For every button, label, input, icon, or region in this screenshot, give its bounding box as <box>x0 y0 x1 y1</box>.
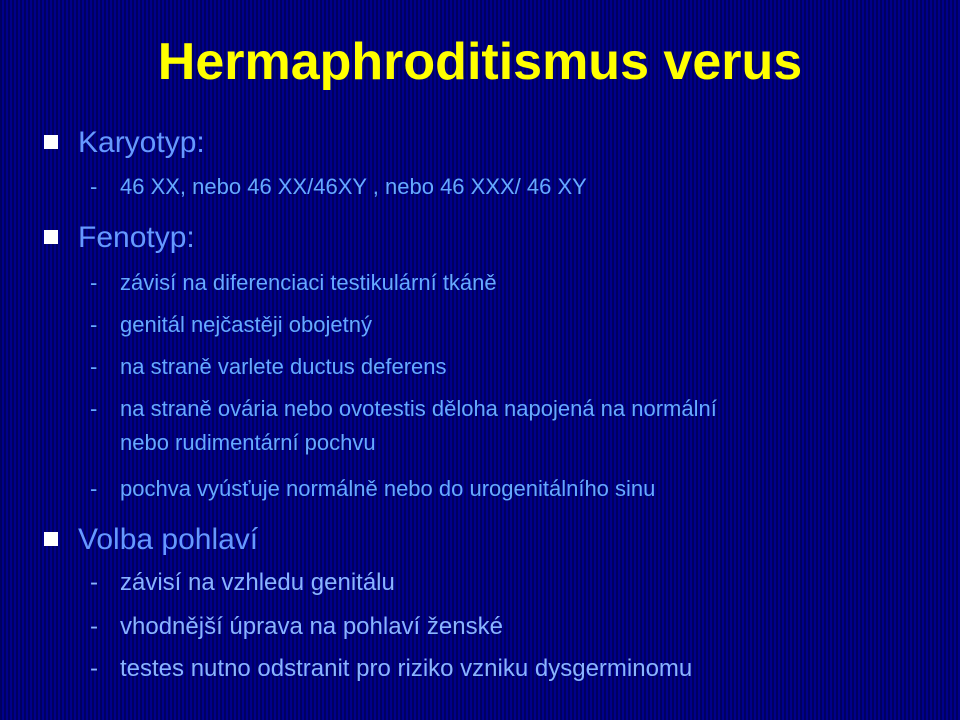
item-text: závisí na diferenciaci testikulární tkáně <box>120 270 497 295</box>
dash: - <box>90 569 98 596</box>
item-text: 46 XX, nebo 46 XX/46XY , nebo 46 XXX/ 46 XY <box>120 174 587 199</box>
item-text: na straně ovária nebo ovotestis děloha napojená na normální <box>120 396 717 421</box>
section-label: Karyotyp: <box>78 126 205 159</box>
dash: - <box>90 174 98 199</box>
dash: - <box>90 613 98 640</box>
list-item <box>90 612 503 642</box>
list-item <box>90 310 372 340</box>
section-volba-pohlavi <box>44 522 258 558</box>
item-text: nebo rudimentární pochvu <box>120 430 376 455</box>
item-text: závisí na vzhledu genitálu <box>120 569 395 596</box>
dash: - <box>90 312 98 337</box>
list-item <box>90 268 497 298</box>
item-text: genitál nejčastěji obojetný <box>120 312 372 337</box>
section-karyotyp <box>44 125 205 161</box>
item-text: testes nutno odstranit pro riziko vzniku dysgerminomu <box>120 655 693 682</box>
square-bullet-icon <box>44 532 58 546</box>
item-text: na straně varlete ductus deferens <box>120 354 447 379</box>
list-item <box>90 654 692 684</box>
list-item-continuation <box>120 428 376 458</box>
list-item <box>90 394 717 424</box>
list-item <box>90 474 655 504</box>
dash: - <box>90 655 98 682</box>
dash: - <box>90 396 98 421</box>
list-item <box>90 172 587 202</box>
list-item <box>90 352 447 382</box>
item-text: vhodnější úprava na pohlaví ženské <box>120 613 503 640</box>
section-label: Volba pohlaví <box>78 523 259 556</box>
section-label: Fenotyp: <box>78 221 195 254</box>
list-item <box>90 568 395 598</box>
dash: - <box>90 270 98 295</box>
dash: - <box>90 476 98 501</box>
square-bullet-icon <box>44 230 58 244</box>
dash: - <box>90 354 98 379</box>
slide-title: Hermaphroditismus verus <box>157 33 803 91</box>
section-fenotyp <box>44 220 195 256</box>
item-text: pochva vyúsťuje normálně nebo do urogenitálního sinu <box>120 476 656 501</box>
square-bullet-icon <box>44 135 58 149</box>
